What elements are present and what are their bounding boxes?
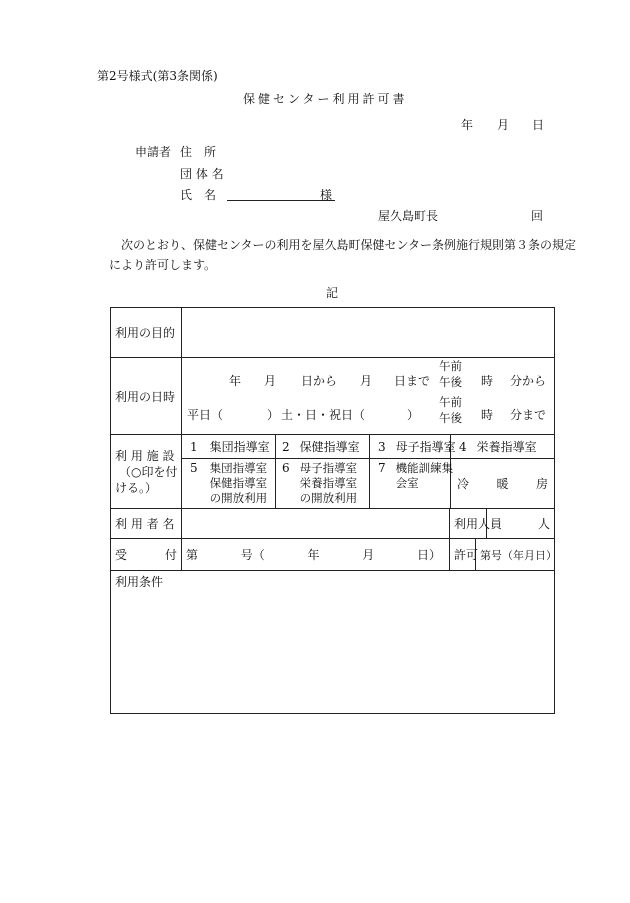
issue-month-label: 月: [497, 118, 510, 132]
dt-year: 年: [229, 374, 242, 388]
pm-2: 午後: [439, 411, 462, 425]
permit-char-2: 可: [466, 548, 479, 562]
permit-no-label: 第: [480, 548, 491, 562]
am-1: 午前: [439, 359, 462, 373]
pm-1: 午後: [439, 375, 462, 389]
min-to: 分まで: [510, 408, 547, 422]
issue-day-label: 日: [532, 118, 545, 132]
permit-char-1: 許: [454, 548, 467, 562]
min-from: 分から: [510, 374, 547, 388]
seal-mark: 回: [531, 209, 544, 223]
permit-day-label: 日）: [535, 548, 557, 562]
form-number: 第2号様式(第3条関係): [97, 69, 218, 83]
receipt-go-label: 号（: [240, 548, 265, 562]
facility-2-label: 保健指導室: [299, 440, 360, 454]
facility-6-line-1: 母子指導室: [299, 461, 358, 475]
facility-6-line-2: 栄養指導室: [299, 476, 358, 490]
facility-5-line-2: 保健指導室: [209, 476, 268, 490]
facility-label-line-2: （○印を付: [119, 464, 178, 479]
heating-char-1: 冷: [457, 477, 470, 491]
issue-year-label: 年: [461, 118, 474, 132]
permit-field: [476, 539, 555, 571]
facility-5-line-1: 集団指導室: [209, 461, 268, 475]
hour-from: 時: [481, 374, 494, 388]
permit-label: [450, 539, 479, 571]
group-name-label: 団 体 名: [180, 167, 224, 181]
receipt-label: [111, 539, 182, 571]
user-row: [111, 509, 555, 539]
weekday-close: ）: [267, 408, 280, 422]
hour-to: 時: [481, 408, 494, 422]
facility-4-no: 4: [459, 440, 467, 454]
facility-1-no: 1: [190, 440, 198, 454]
name-suffix: 様: [320, 188, 333, 202]
facility-3-label: 母子指導室: [395, 440, 456, 454]
receipt-year-label: 年: [307, 548, 320, 562]
purpose-field: [182, 308, 555, 358]
permit-month-label: 月: [524, 548, 535, 562]
heating-char-2: 暖: [496, 477, 509, 491]
user-name-label: 利 用 者 名: [111, 509, 182, 539]
receipt-permit-row: [111, 539, 555, 571]
facility-label-line-1: 利 用 施 設: [115, 448, 175, 463]
facility-1: [182, 435, 276, 459]
permit-form-table: [110, 307, 555, 714]
conditions-label: 利用条件: [115, 575, 164, 589]
body-line-1: 次のとおり、保健センターの利用を屋久島町保健センター条例施行規則第３条の規定: [121, 238, 577, 252]
facility-6: [276, 459, 370, 509]
receipt-char-1: 受: [115, 548, 128, 562]
receipt-day-label: 日）: [416, 548, 441, 562]
name-label: 氏 名: [180, 188, 217, 202]
holiday-close: ）: [407, 408, 420, 422]
mayor-title: 屋久島町長: [378, 209, 439, 223]
weekday-label: 平日（: [187, 408, 224, 422]
purpose-row: [111, 308, 555, 358]
facility-5: [182, 459, 276, 509]
dt-month: 月: [264, 374, 277, 388]
applicant-label: 申請者: [135, 145, 172, 159]
facility-6-no: 6: [282, 461, 290, 475]
dt-from-day: 日から: [301, 374, 338, 388]
conditions-field: [111, 571, 555, 714]
facility-4: [451, 435, 555, 459]
am-2: 午前: [439, 395, 462, 409]
datetime-row: [111, 358, 555, 435]
user-count-unit: 人: [487, 509, 555, 539]
receipt-no-label: 第: [186, 548, 199, 562]
receipt-month-label: 月: [362, 548, 375, 562]
facility-heating: [451, 459, 555, 509]
document-title: 保健センター利用許可書: [243, 92, 408, 106]
permit-year-label: 年: [513, 548, 524, 562]
facility-4-label: 栄養指導室: [476, 440, 537, 454]
facility-2: [276, 435, 370, 459]
user-name-field: [182, 509, 450, 539]
conditions-row: [111, 571, 555, 714]
heating-char-3: 房: [535, 477, 548, 491]
user-count-label: 利用人員: [450, 509, 487, 539]
facility-1-label: 集団指導室: [209, 440, 270, 454]
body-line-2: により許可します。: [109, 258, 217, 272]
holiday-label: 土・日・祝日（: [281, 408, 366, 422]
ki-mark: 記: [326, 286, 339, 300]
facility-7: [370, 459, 454, 509]
facility-5-line-3: の開放利用: [209, 491, 268, 505]
dt-to-day: 日まで: [394, 374, 431, 388]
datetime-field: [182, 358, 555, 435]
permit-go-label: 号（: [491, 548, 513, 562]
facility-2-no: 2: [282, 440, 290, 454]
facility-7-line-2: 会室: [395, 476, 419, 490]
facility-6-line-3: の開放利用: [299, 491, 358, 505]
facility-row-1: [111, 435, 555, 459]
facility-7-no: 7: [378, 461, 386, 475]
name-underline: [227, 186, 335, 201]
facility-label-line-3: ける。）: [115, 480, 158, 495]
facility-5-no: 5: [190, 461, 198, 475]
purpose-label: 利用の目的: [111, 308, 182, 358]
receipt-char-2: 付: [164, 548, 177, 562]
facility-7-line-1: 機能訓練集: [395, 461, 454, 475]
facility-label: [111, 435, 182, 509]
dt-month-2: 月: [360, 374, 373, 388]
facility-3-no: 3: [378, 440, 386, 454]
address-label: 住 所: [180, 145, 217, 159]
facility-3: [370, 435, 456, 459]
datetime-label: 利用の日時: [111, 358, 182, 435]
receipt-field: [182, 539, 450, 571]
